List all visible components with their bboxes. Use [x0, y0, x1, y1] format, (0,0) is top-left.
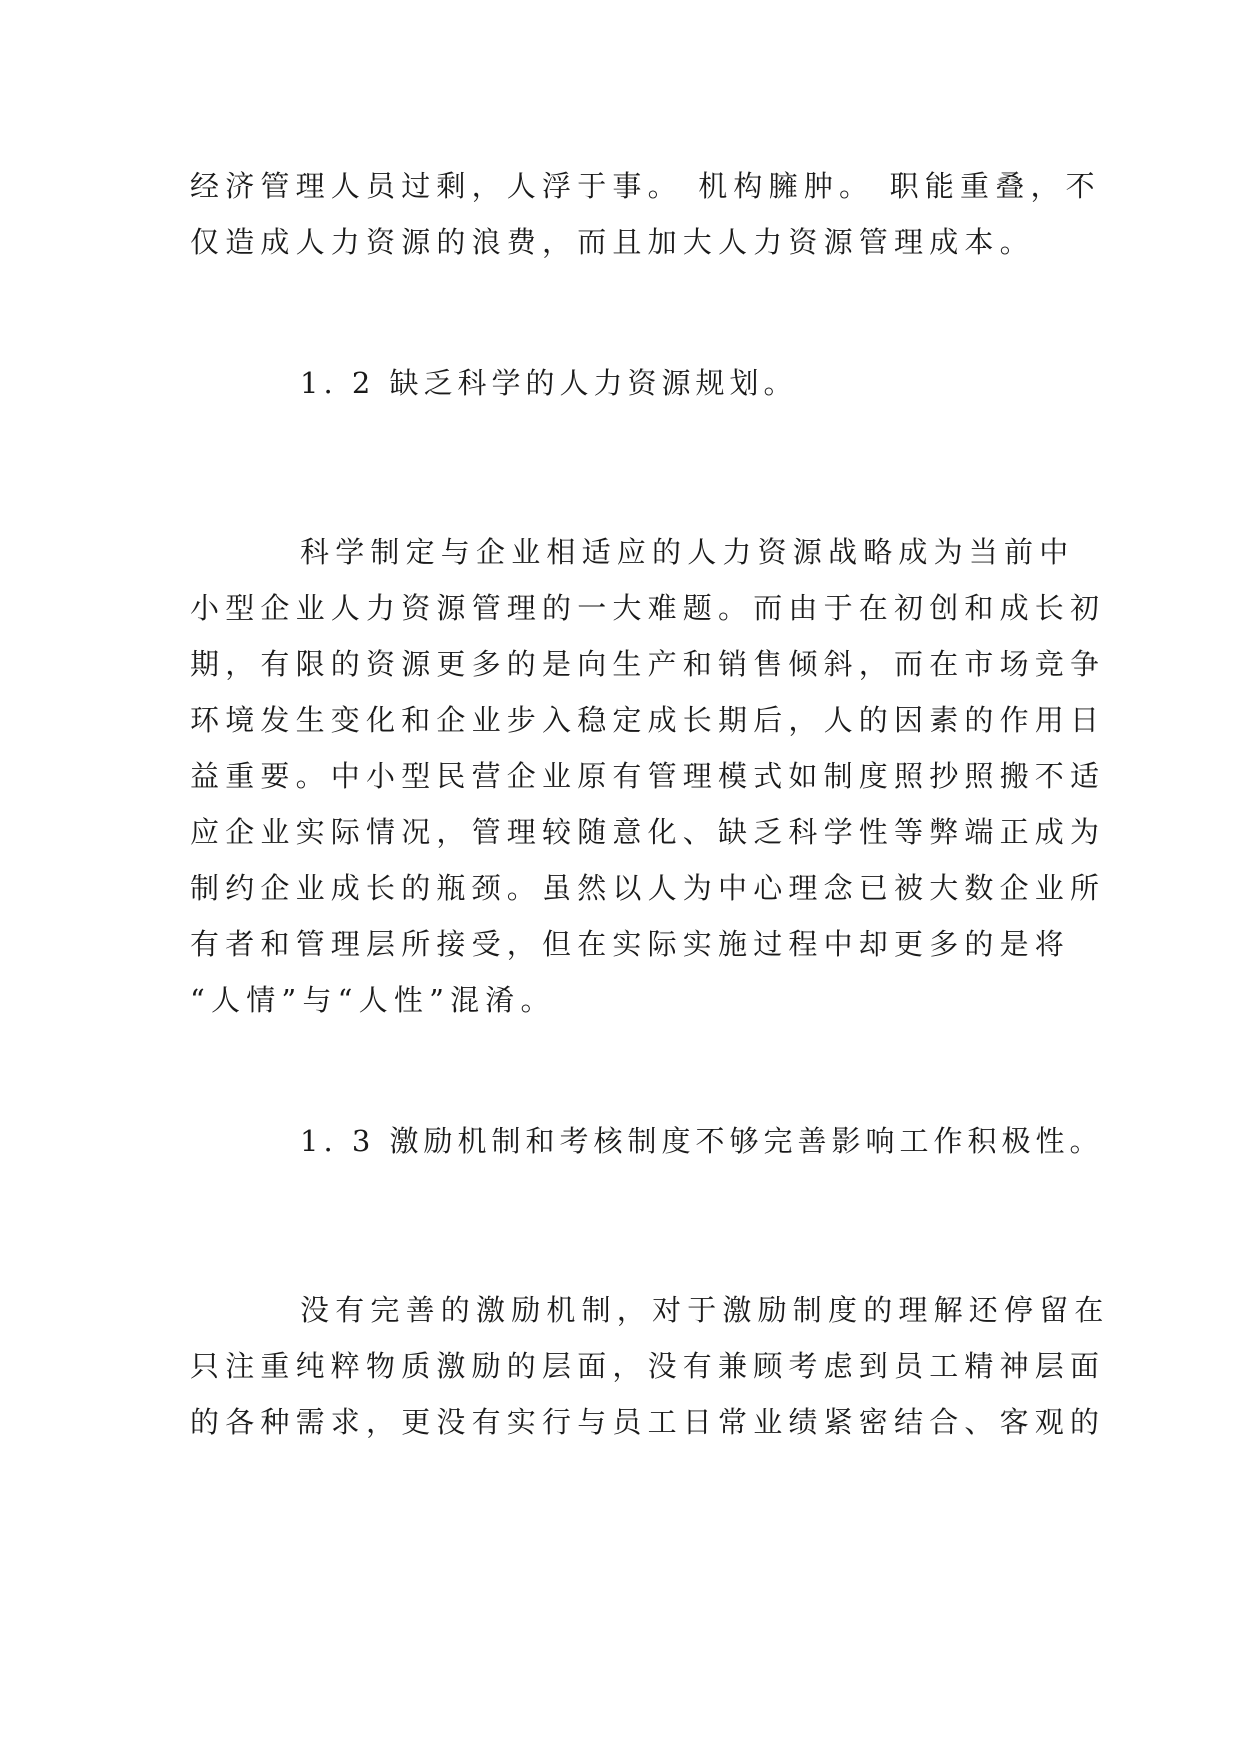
paragraph-line: 只注重纯粹物质激励的层面，没有兼顾考虑到员工精神层面: [190, 1349, 1106, 1383]
paragraph-line: 的各种需求，更没有实行与员工日常业绩紧密结合、客观的: [190, 1405, 1106, 1439]
paragraph-line: 没有完善的激励机制，对于激励制度的理解还停留在: [300, 1293, 1110, 1327]
paragraph-line: 期，有限的资源更多的是向生产和销售倾斜，而在市场竞争: [190, 647, 1106, 681]
section-heading: 1. 3 激励机制和考核制度不够完善影响工作积极性。: [300, 1124, 1104, 1158]
paragraph-line: 仅造成人力资源的浪费，而且加大人力资源管理成本。: [190, 225, 1035, 259]
paragraph-line: 经济管理人员过剩，人浮于事。 机构臃肿。 职能重叠，不: [190, 169, 1101, 203]
paragraph-line: 益重要。中小型民营企业原有管理模式如制度照抄照搬不适: [190, 759, 1106, 793]
section-heading: 1. 2 缺乏科学的人力资源规划。: [300, 366, 798, 400]
paragraph-line: 应企业实际情况，管理较随意化、缺乏科学性等弊端正成为: [190, 815, 1106, 849]
paragraph-line: “人情”与“人性”混淆。: [190, 983, 556, 1017]
paragraph-line: 小型企业人力资源管理的一大难题。而由于在初创和成长初: [190, 591, 1106, 625]
paragraph-line: 制约企业成长的瓶颈。虽然以人为中心理念已被大数企业所: [190, 871, 1106, 905]
paragraph-line: 科学制定与企业相适应的人力资源战略成为当前中: [300, 535, 1075, 569]
paragraph-line: 环境发生变化和企业步入稳定成长期后，人的因素的作用日: [190, 703, 1106, 737]
paragraph-line: 有者和管理层所接受，但在实际实施过程中却更多的是将: [190, 927, 1071, 961]
